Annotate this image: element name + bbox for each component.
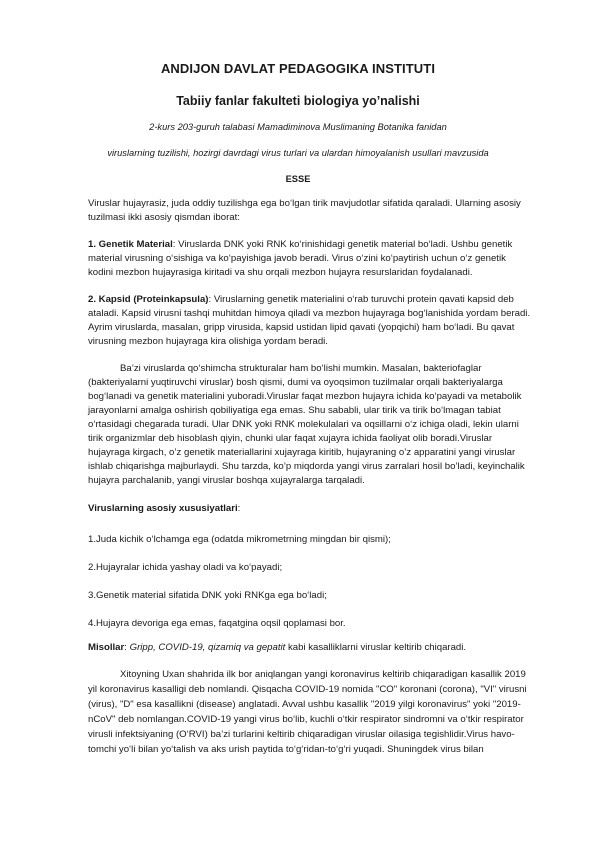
features-heading [88,503,240,514]
capsid-label: 2. Kapsid (Proteinkapsula) [88,294,209,305]
examples-line [88,642,466,653]
covid-line: tomchi yo‘li bilan yo‘talish va aks urish paytida to‘g‘ridan-to‘g‘ri yuqadi. Shuningdek virus bilan [88,744,484,755]
paragraph-line: ishlab chiqarishga majburlaydi. Shu tarzda, ko’p miqdorda yangi virus zarralari hosil bo’ladi, keyinchalik [88,461,525,472]
covid-line: (virus), "D" esa kasallikni (disease) anglatadi. Avval ushbu kasallik "2019 yilgi koronavirus" yoki "2019- [88,699,521,710]
genetic-material-line: material virusning o‘sishiga va ko‘payishiga javob beradi. Virus o‘zini ko‘paytirish uchun o‘z genetik [88,253,506,264]
examples-colon: : [124,642,130,653]
intro-line: tuzilmasi ikki asosiy qismdan iborat: [88,212,240,223]
feature-item: 2.Hujayralar ichida yashay oladi va ko‘payadi; [88,562,283,573]
paragraph-line: (bakteriyalarni yuqtiruvchi viruslar) bosh qismi, dumi va oyoqsimon tuzilmalar orqali bakteriyalarga [88,377,503,388]
feature-item: 4.Hujayra devoriga ega emas, faqatgina oqsil qoplamasi bor. [88,618,346,629]
intro-line: Viruslar hujayrasiz, juda oddiy tuzilishga ega bo‘lgan tirik mavjudotlar sifatida qaraladi. Ularning asosiy [88,198,521,209]
capsid-line [88,294,514,305]
examples-diseases: Gripp, COVID-19, qizamiq va gepatit [129,642,286,653]
topic-line: viruslarning tuzilishi, hozirgi davrdagi virus turlari va ulardan himoyalanish usullari mavzusida [107,148,489,158]
capsid-line: ataladi. Kapsid virusni tashqi muhitdan himoya qiladi va mezbon hujayraga bog‘lanishida yordam beradi. [88,308,531,319]
feature-item: 3.Genetik material sifatida DNK yoki RNKga ega bo‘ladi; [88,590,327,601]
paragraph-line: tirik organizmlar deb hisoblash qiyin, chunki ular faqat xujayra ichida faoliyat olib boradi.Viruslar [88,433,493,444]
capsid-line: Ayrim viruslarda, masalan, gripp virusida, kapsid ustidan lipid qavati (yopqichi) ham bo‘ladi. Bu qavat [88,322,515,333]
paragraph-line: Ba’zi viruslarda qo‘shimcha strukturalar ham bo‘lishi mumkin. Masalan, bakteriofaglar [120,363,482,374]
genetic-material-line: kodini mezbon hujayrasiga kiritadi va shu orqali mezbon hujayra resurslaridan foydalanadi. [88,267,473,278]
essay-label: ESSE [285,174,311,184]
features-colon: : [237,503,241,514]
student-line: 2-kurs 203-guruh talabasi Mamadiminova Muslimaning Botanika fanidan [149,122,447,132]
paragraph-line: hujayraga kirgach, o’z genetik materiallarini xujayraga kiritib, hujayraning o’z apparatini yangi viruslar [88,447,516,458]
feature-item: 1.Juda kichik o‘lchamga ega (odatda mikrometrning mingdan bir qismi); [88,534,391,545]
examples-label: Misollar [88,642,125,653]
genetic-material-label: 1. Genetik Material [88,239,173,250]
capsid-line: virusning mezbon hujayraga kira olishiga yordam beradi. [88,336,328,347]
capsid-text: : Viruslarning genetik materialini o‘rab turuvchi protein qavati kapsid deb [208,294,514,305]
genetic-material-text: : Viruslarda DNK yoki RNK ko‘rinishidagi genetik material bo‘ladi. Ushbu genetik [172,239,513,250]
faculty-title: Tabiiy fanlar fakulteti biologiya yo’nalishi [176,94,420,108]
genetic-material-line [88,239,512,250]
paragraph-line: o‘rtasidagi chegarada turadi. Ular DNK yoki RNK molekulalari va oqsillarni o‘z ichiga oladi, lekin ularni [88,419,519,430]
covid-line: Xitoyning Uxan shahrida ilk bor aniqlangan yangi koronavirus keltirib chiqaradigan kasallik 2019 [120,669,526,680]
paragraph-line: hujayra parchalanib, yangi viruslar boshqa xujayralarga tarqaladi. [88,475,365,486]
covid-line: virusli infektsiyaning (O‘RVI) ba’zi turlarini keltirib chiqaradigan viruslar oilasiga tegishlidir.Virus havo- [88,729,515,740]
covid-line: yil koronavirus kasalligi deb nomlandi. Qisqacha COVID-19 nomida "CO" koronani (corona), "VI" virusni [88,684,527,695]
paragraph-line: jarayonlarni amalga oshirish qobiliyatiga ega emas. Shu sababli, ular tirik va tirik bo‘lmagan tabiat [88,405,501,416]
paragraph-line: bog‘lanadi va genetik materialini yuboradi.Viruslar faqat mezbon hujayra ichida ko‘payadi va metabolik [88,391,522,402]
institute-title: ANDIJON DAVLAT PEDAGOGIKA INSTITUTI [160,61,436,76]
features-title: Viruslarning asosiy xususiyatlari [88,503,238,514]
covid-line: nCoV" deb nomlangan.COVID-19 yangi virus bo‘lib, kuchli o‘tkir respirator sindromni va o‘tkir respirator [88,714,524,725]
examples-rest: kabi kasalliklarni viruslar keltirib chiqaradi. [285,642,467,653]
